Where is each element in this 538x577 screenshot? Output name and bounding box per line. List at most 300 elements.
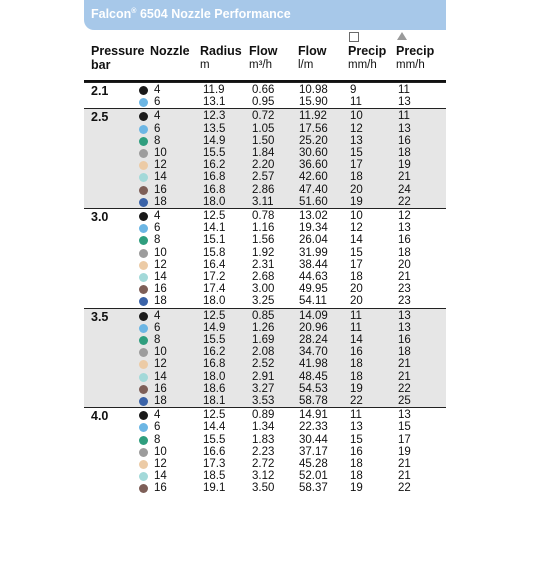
cell-precip-tri: 17 (398, 433, 411, 446)
cell-flow-m3: 1.84 (252, 146, 275, 159)
nozzle-color-icon (139, 484, 148, 493)
cell-radius: 18.0 (203, 295, 226, 308)
cell-flow-l: 26.04 (299, 234, 328, 247)
cell-precip-tri: 23 (398, 295, 411, 308)
cell-precip-tri: 13 (398, 409, 411, 422)
pressure-value: 2.1 (91, 84, 109, 98)
table-row (84, 395, 446, 407)
cell-nozzle: 8 (154, 134, 161, 147)
cell-nozzle: 8 (154, 234, 161, 247)
header-nozzle-label: Nozzle (150, 44, 190, 58)
cell-flow-l: 45.28 (299, 457, 328, 470)
cell-nozzle: 6 (154, 421, 161, 434)
cell-nozzle: 18 (154, 295, 167, 308)
header-pressure-label: Pressure (91, 44, 145, 58)
cell-flow-l: 13.02 (299, 210, 328, 222)
cell-radius: 12.3 (203, 110, 226, 123)
cell-precip-sq: 18 (350, 457, 363, 470)
nozzle-color-icon (139, 397, 148, 406)
cell-precip-tri: 15 (398, 421, 411, 434)
cell-radius: 16.8 (203, 358, 226, 371)
cell-radius: 18.6 (203, 382, 226, 395)
nozzle-color-icon (139, 173, 148, 182)
cell-precip-sq: 20 (350, 183, 363, 196)
cell-flow-m3: 2.68 (252, 271, 275, 283)
header-flow-lm-unit: l/m (298, 59, 314, 71)
cell-flow-m3: 3.00 (252, 283, 275, 296)
cell-precip-tri: 23 (398, 283, 411, 296)
cell-precip-sq: 19 (350, 195, 363, 208)
table-row (84, 210, 446, 222)
cell-flow-l: 58.37 (299, 482, 328, 495)
cell-precip-sq: 16 (350, 346, 363, 359)
cell-flow-m3: 2.20 (252, 159, 275, 172)
nozzle-performance-sheet (84, 0, 446, 577)
cell-radius: 16.8 (203, 183, 226, 196)
cell-nozzle: 6 (154, 321, 161, 334)
pressure-group (84, 208, 446, 309)
cell-nozzle: 16 (154, 183, 167, 196)
cell-flow-m3: 2.31 (252, 258, 275, 271)
table-row (84, 84, 446, 96)
cell-precip-sq: 14 (350, 234, 363, 247)
table-row (84, 371, 446, 383)
cell-precip-tri: 13 (398, 222, 411, 235)
nozzle-color-icon (139, 472, 148, 481)
cell-flow-l: 14.91 (299, 409, 328, 422)
cell-flow-m3: 3.53 (252, 394, 275, 407)
table-row (84, 184, 446, 196)
cell-nozzle: 12 (154, 358, 167, 371)
cell-radius: 19.1 (203, 482, 226, 495)
cell-radius: 17.4 (203, 283, 226, 296)
page-title (91, 7, 291, 21)
cell-precip-tri: 18 (398, 346, 411, 359)
cell-radius: 14.4 (203, 421, 226, 434)
table-row (84, 310, 446, 322)
cell-precip-sq: 15 (350, 146, 363, 159)
cell-flow-m3: 1.26 (252, 321, 275, 334)
cell-nozzle: 18 (154, 195, 167, 208)
cell-radius: 15.5 (203, 146, 226, 159)
cell-flow-l: 37.17 (299, 445, 328, 458)
title-brand: Falcon (91, 7, 132, 21)
nozzle-color-icon (139, 385, 148, 394)
cell-flow-l: 54.53 (299, 382, 328, 395)
nozzle-color-icon (139, 86, 148, 95)
cell-precip-tri: 21 (398, 457, 411, 470)
cell-nozzle: 10 (154, 246, 167, 259)
header-precip-square-label: Precip (348, 44, 387, 58)
cell-nozzle: 10 (154, 445, 167, 458)
cell-flow-l: 28.24 (299, 333, 328, 346)
table-row (84, 295, 446, 307)
cell-radius: 15.1 (203, 234, 226, 247)
cell-precip-sq: 13 (350, 134, 363, 147)
header-precip-triangle-unit: mm/h (396, 59, 425, 71)
cell-flow-m3: 2.08 (252, 346, 275, 359)
cell-precip-tri: 13 (398, 96, 411, 109)
nozzle-color-icon (139, 236, 148, 245)
nozzle-color-icon (139, 348, 148, 357)
cell-radius: 18.0 (203, 370, 226, 383)
cell-radius: 16.4 (203, 258, 226, 271)
title-bar (84, 0, 446, 30)
cell-nozzle: 8 (154, 333, 161, 346)
pressure-group (84, 407, 446, 495)
cell-flow-l: 10.98 (299, 84, 328, 96)
nozzle-color-icon (139, 324, 148, 333)
cell-flow-l: 47.40 (299, 183, 328, 196)
cell-precip-sq: 18 (350, 271, 363, 283)
header-pressure-unit: bar (91, 58, 111, 72)
cell-precip-sq: 18 (350, 171, 363, 184)
nozzle-color-icon (139, 125, 148, 134)
table-row (84, 196, 446, 208)
cell-precip-tri: 21 (398, 271, 411, 283)
cell-precip-tri: 22 (398, 382, 411, 395)
cell-nozzle: 4 (154, 84, 161, 96)
cell-flow-m3: 2.23 (252, 445, 275, 458)
cell-nozzle: 10 (154, 346, 167, 359)
nozzle-color-icon (139, 411, 148, 420)
table-row (84, 259, 446, 271)
cell-flow-l: 41.98 (299, 358, 328, 371)
cell-flow-l: 31.99 (299, 246, 328, 259)
cell-precip-tri: 21 (398, 370, 411, 383)
cell-nozzle: 10 (154, 146, 167, 159)
table-row (84, 434, 446, 446)
cell-flow-l: 15.90 (299, 96, 328, 109)
cell-precip-sq: 10 (350, 210, 363, 222)
cell-flow-l: 17.56 (299, 122, 328, 135)
cell-precip-sq: 11 (350, 321, 362, 334)
cell-precip-sq: 12 (350, 222, 363, 235)
cell-precip-tri: 11 (398, 84, 410, 96)
cell-flow-m3: 2.91 (252, 370, 275, 383)
cell-radius: 16.2 (203, 159, 226, 172)
header-flow-m3h-unit: m³/h (249, 59, 272, 71)
cell-flow-l: 49.95 (299, 283, 328, 296)
cell-precip-sq: 15 (350, 246, 363, 259)
cell-nozzle: 4 (154, 110, 161, 123)
table-row (84, 234, 446, 246)
cell-precip-sq: 18 (350, 470, 363, 483)
cell-radius: 13.5 (203, 122, 226, 135)
cell-flow-m3: 0.66 (252, 84, 275, 96)
cell-radius: 16.2 (203, 346, 226, 359)
title-rest: 6504 Nozzle Performance (136, 7, 291, 21)
cell-precip-sq: 20 (350, 295, 363, 308)
cell-precip-tri: 16 (398, 333, 411, 346)
nozzle-color-icon (139, 297, 148, 306)
cell-radius: 16.8 (203, 171, 226, 184)
cell-flow-l: 48.45 (299, 370, 328, 383)
cell-radius: 11.9 (203, 84, 225, 96)
cell-flow-m3: 3.11 (252, 195, 274, 208)
cell-flow-l: 19.34 (299, 222, 328, 235)
pressure-group (84, 82, 446, 109)
cell-precip-sq: 20 (350, 283, 363, 296)
nozzle-color-icon (139, 186, 148, 195)
table-row (84, 159, 446, 171)
nozzle-color-icon (139, 137, 148, 146)
cell-nozzle: 14 (154, 171, 167, 184)
cell-flow-l: 30.60 (299, 146, 328, 159)
cell-precip-sq: 17 (350, 159, 363, 172)
cell-radius: 18.5 (203, 470, 226, 483)
cell-flow-l: 54.11 (299, 295, 327, 308)
cell-radius: 12.5 (203, 409, 226, 422)
nozzle-color-icon (139, 460, 148, 469)
cell-precip-sq: 19 (350, 382, 363, 395)
header-radius-unit: m (200, 59, 210, 71)
cell-precip-sq: 22 (350, 394, 363, 407)
table-row (84, 147, 446, 159)
table-row (84, 409, 446, 424)
cell-precip-tri: 21 (398, 171, 411, 184)
cell-flow-l: 14.09 (299, 309, 328, 322)
cell-flow-l: 44.63 (299, 271, 328, 283)
cell-precip-sq: 12 (350, 122, 363, 135)
cell-flow-m3: 3.50 (252, 482, 275, 495)
cell-flow-l: 58.78 (299, 394, 328, 407)
cell-nozzle: 18 (154, 394, 167, 407)
nozzle-color-icon (139, 161, 148, 170)
cell-flow-m3: 0.78 (252, 210, 275, 222)
pressure-value: 3.5 (91, 309, 109, 324)
table-row (84, 383, 446, 395)
cell-precip-tri: 20 (398, 258, 411, 271)
nozzle-color-icon (139, 436, 148, 445)
cell-radius: 13.1 (203, 96, 226, 109)
cell-precip-sq: 11 (350, 409, 362, 422)
table-row (84, 96, 446, 108)
cell-nozzle: 16 (154, 283, 167, 296)
cell-nozzle: 4 (154, 210, 161, 222)
cell-radius: 17.2 (203, 271, 226, 283)
header-nozzle (150, 44, 190, 58)
table-row (84, 322, 446, 334)
pressure-group (84, 108, 446, 209)
cell-flow-m3: 2.57 (252, 171, 275, 184)
cell-nozzle: 4 (154, 309, 161, 322)
nozzle-color-icon (139, 261, 148, 270)
cell-flow-m3: 2.86 (252, 183, 275, 196)
header-precip-triangle (396, 44, 434, 72)
cell-precip-tri: 18 (398, 246, 411, 259)
cell-radius: 14.9 (203, 321, 226, 334)
cell-nozzle: 14 (154, 470, 167, 483)
cell-precip-tri: 18 (398, 146, 411, 159)
cell-nozzle: 12 (154, 457, 167, 470)
header-radius (200, 44, 242, 72)
table-row (84, 171, 446, 183)
cell-flow-l: 34.70 (299, 346, 328, 359)
table-row (84, 458, 446, 470)
cell-flow-l: 20.96 (299, 321, 328, 334)
table-row (84, 346, 446, 358)
table-row (84, 123, 446, 135)
cell-flow-m3: 1.34 (252, 421, 275, 434)
cell-precip-tri: 12 (398, 210, 411, 222)
header-precip-square (348, 44, 386, 72)
cell-radius: 12.5 (203, 309, 226, 322)
nozzle-color-icon (139, 336, 148, 345)
table-row (84, 482, 446, 494)
cell-precip-sq: 15 (350, 433, 363, 446)
cell-flow-m3: 0.85 (252, 309, 275, 322)
cell-precip-tri: 24 (398, 183, 411, 196)
pressure-value: 3.0 (91, 210, 109, 224)
cell-nozzle: 6 (154, 122, 161, 135)
cell-nozzle: 16 (154, 382, 167, 395)
header-flow-m3h (249, 44, 277, 72)
cell-flow-l: 30.44 (299, 433, 328, 446)
nozzle-color-icon (139, 112, 148, 121)
header-flow-lm-label: Flow (298, 44, 327, 58)
nozzle-color-icon (139, 249, 148, 258)
table-row (84, 358, 446, 370)
triangle-spacing-icon (397, 32, 407, 40)
nozzle-color-icon (139, 312, 148, 321)
cell-flow-m3: 0.95 (252, 96, 275, 109)
table-row (84, 421, 446, 433)
cell-flow-l: 11.92 (299, 110, 327, 123)
nozzle-color-icon (139, 273, 148, 282)
cell-precip-tri: 22 (398, 482, 411, 495)
cell-radius: 15.5 (203, 333, 226, 346)
cell-precip-tri: 21 (398, 470, 411, 483)
cell-flow-m3: 3.27 (252, 382, 275, 395)
cell-flow-m3: 0.72 (252, 110, 275, 123)
cell-precip-tri: 22 (398, 195, 411, 208)
cell-radius: 14.9 (203, 134, 226, 147)
cell-flow-m3: 1.92 (252, 246, 275, 259)
nozzle-color-icon (139, 360, 148, 369)
cell-nozzle: 6 (154, 96, 161, 109)
cell-precip-sq: 13 (350, 421, 363, 434)
header-flow-lm (298, 44, 326, 72)
cell-radius: 15.5 (203, 433, 226, 446)
table-row (84, 135, 446, 147)
cell-flow-m3: 1.16 (252, 222, 275, 235)
cell-nozzle: 6 (154, 222, 161, 235)
cell-flow-l: 42.60 (299, 171, 328, 184)
table-row (84, 446, 446, 458)
cell-flow-m3: 1.05 (252, 122, 275, 135)
pressure-group (84, 308, 446, 409)
cell-nozzle: 8 (154, 433, 161, 446)
cell-precip-sq: 11 (350, 96, 362, 109)
cell-precip-sq: 17 (350, 258, 363, 271)
nozzle-color-icon (139, 224, 148, 233)
cell-flow-l: 51.60 (299, 195, 328, 208)
cell-precip-sq: 10 (350, 110, 363, 123)
cell-flow-l: 22.33 (299, 421, 328, 434)
cell-precip-tri: 13 (398, 321, 411, 334)
cell-nozzle: 16 (154, 482, 167, 495)
nozzle-color-icon (139, 423, 148, 432)
cell-radius: 12.5 (203, 210, 226, 222)
cell-precip-sq: 14 (350, 333, 363, 346)
square-spacing-icon (349, 32, 359, 42)
cell-precip-sq: 19 (350, 482, 363, 495)
cell-precip-sq: 11 (350, 309, 362, 322)
cell-precip-tri: 25 (398, 394, 411, 407)
table-row (84, 247, 446, 259)
cell-precip-tri: 16 (398, 134, 411, 147)
cell-nozzle: 12 (154, 159, 167, 172)
cell-precip-tri: 16 (398, 234, 411, 247)
nozzle-color-icon (139, 98, 148, 107)
header-radius-label: Radius (200, 44, 242, 58)
cell-radius: 15.8 (203, 246, 226, 259)
header-flow-m3h-label: Flow (249, 44, 278, 58)
cell-flow-m3: 0.89 (252, 409, 275, 422)
cell-nozzle: 14 (154, 370, 167, 383)
cell-flow-m3: 1.83 (252, 433, 275, 446)
table-row (84, 470, 446, 482)
nozzle-color-icon (139, 212, 148, 221)
header-precip-triangle-label: Precip (396, 44, 435, 58)
cell-precip-tri: 13 (398, 309, 411, 322)
cell-radius: 16.6 (203, 445, 226, 458)
cell-flow-m3: 1.69 (252, 333, 275, 346)
cell-precip-tri: 13 (398, 122, 411, 135)
registered-mark: ® (131, 7, 137, 15)
cell-radius: 18.1 (203, 394, 226, 407)
cell-flow-m3: 2.72 (252, 457, 275, 470)
nozzle-color-icon (139, 285, 148, 294)
table-row (84, 283, 446, 295)
table-row (84, 334, 446, 346)
cell-precip-sq: 18 (350, 370, 363, 383)
cell-precip-sq: 9 (350, 84, 357, 96)
cell-flow-m3: 1.56 (252, 234, 275, 247)
nozzle-color-icon (139, 373, 148, 382)
cell-precip-sq: 18 (350, 358, 363, 371)
nozzle-color-icon (139, 448, 148, 457)
table-row (84, 222, 446, 234)
cell-precip-tri: 19 (398, 445, 411, 458)
cell-flow-m3: 2.52 (252, 358, 275, 371)
pressure-value: 2.5 (91, 110, 109, 125)
cell-precip-tri: 19 (398, 159, 411, 172)
table-row (84, 110, 446, 125)
cell-precip-tri: 21 (398, 358, 411, 371)
cell-flow-m3: 3.25 (252, 295, 275, 308)
cell-nozzle: 4 (154, 409, 161, 422)
cell-radius: 17.3 (203, 457, 226, 470)
header-precip-square-unit: mm/h (348, 59, 377, 71)
cell-flow-m3: 1.50 (252, 134, 275, 147)
pressure-value: 4.0 (91, 409, 109, 424)
cell-nozzle: 12 (154, 258, 167, 271)
cell-radius: 18.0 (203, 195, 226, 208)
cell-radius: 14.1 (203, 222, 226, 235)
cell-precip-sq: 16 (350, 445, 363, 458)
header-pressure (91, 44, 145, 72)
cell-nozzle: 14 (154, 271, 167, 283)
table-row (84, 271, 446, 283)
nozzle-color-icon (139, 198, 148, 207)
cell-flow-m3: 3.12 (252, 470, 275, 483)
nozzle-color-icon (139, 149, 148, 158)
cell-flow-l: 36.60 (299, 159, 328, 172)
cell-precip-tri: 11 (398, 110, 410, 123)
cell-flow-l: 52.01 (299, 470, 328, 483)
